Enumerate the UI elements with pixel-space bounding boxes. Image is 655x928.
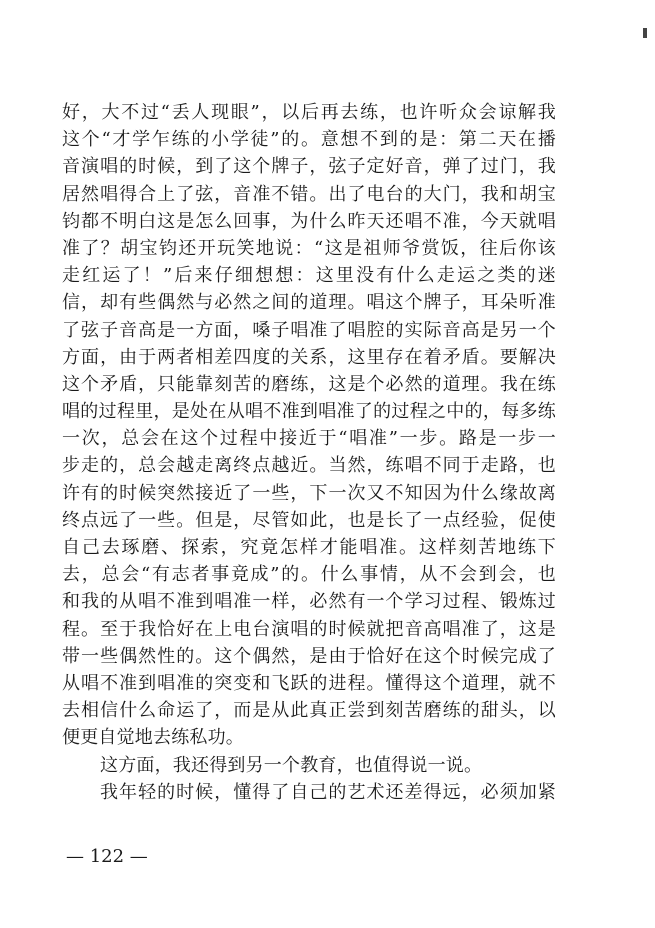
text-line: 信，却有些偶然与必然之间的道理。唱这个牌子，耳朵听准 (62, 292, 556, 314)
text-line: 走红运了！”后来仔细想想：这里没有什么走运之类的迷 (62, 265, 556, 287)
scan-corner-mark (643, 28, 647, 38)
text-line: 和我的从唱不准到唱准一样，必然有一个学习过程、锻炼过 (62, 591, 556, 613)
text-line: 程。至于我恰好在上电台演唱的时候就把音高唱准了，这是 (62, 618, 556, 640)
text-line: 这个“才学乍练的小学徒”的。意想不到的是：第二天在播 (62, 129, 556, 151)
text-line: 方面，由于两者相差四度的关系，这里存在着矛盾。要解决 (62, 346, 556, 368)
text-line: 唱的过程里，是处在从唱不准到唱准了的过程之中的，每多练 (62, 401, 556, 423)
paragraph-2: 这方面，我还得到另一个教育，也值得说一说。 (100, 754, 483, 776)
page-number: — 122 — (66, 846, 148, 867)
text-line: 钧都不明白这是怎么回事，为什么昨天还唱不准，今天就唱 (62, 210, 556, 232)
text-line: 准了？胡宝钧还开玩笑地说：“这是祖师爷赏饭，往后你该 (62, 237, 556, 259)
text-line: 步走的，总会越走离终点越近。当然，练唱不同于走路，也 (62, 455, 556, 477)
text-line: 好，大不过“丢人现眼”，以后再去练，也许听众会谅解我 (62, 102, 556, 123)
text-line: 便更自觉地去练私功。 (62, 727, 244, 749)
text-line: 许有的时候突然接近了一些，下一次又不知因为什么缘故离 (62, 482, 556, 504)
text-line: 从唱不准到唱准的突变和飞跃的进程。懂得这个道理，就不 (62, 672, 556, 694)
text-line: 这个矛盾，只能靠刻苦的磨练，这是个必然的道理。我在练 (62, 373, 556, 395)
text-line: 终点远了一些。但是，尽管如此，也是长了一点经验，促使 (62, 509, 556, 531)
text-line: 居然唱得合上了弦，音准不错。出了电台的大门，我和胡宝 (62, 183, 556, 205)
text-line: 去相信什么命运了，而是从此真正尝到刻苦磨练的甜头，以 (62, 700, 556, 722)
text-line: 一次，总会在这个过程中接近于“唱准”一步。路是一步一 (62, 428, 556, 450)
text-line: 音演唱的时候，到了这个牌子，弦子定好音，弹了过门，我 (62, 156, 556, 178)
text-line: 自己去琢磨、探索，究竟怎样才能唱准。这样刻苦地练下 (62, 537, 556, 558)
paragraph-3: 我年轻的时候，懂得了自己的艺术还差得远，必须加紧 (100, 781, 556, 803)
text-line: 带一些偶然性的。这个偶然，是由于恰好在这个时候完成了 (62, 645, 556, 667)
text-line: 了弦子音高是一方面，嗓子唱准了唱腔的实际音高是另一个 (62, 319, 556, 341)
text-line: 去，总会“有志者事竟成”的。什么事情，从不会到会，也 (62, 564, 556, 586)
body-text (62, 99, 556, 806)
